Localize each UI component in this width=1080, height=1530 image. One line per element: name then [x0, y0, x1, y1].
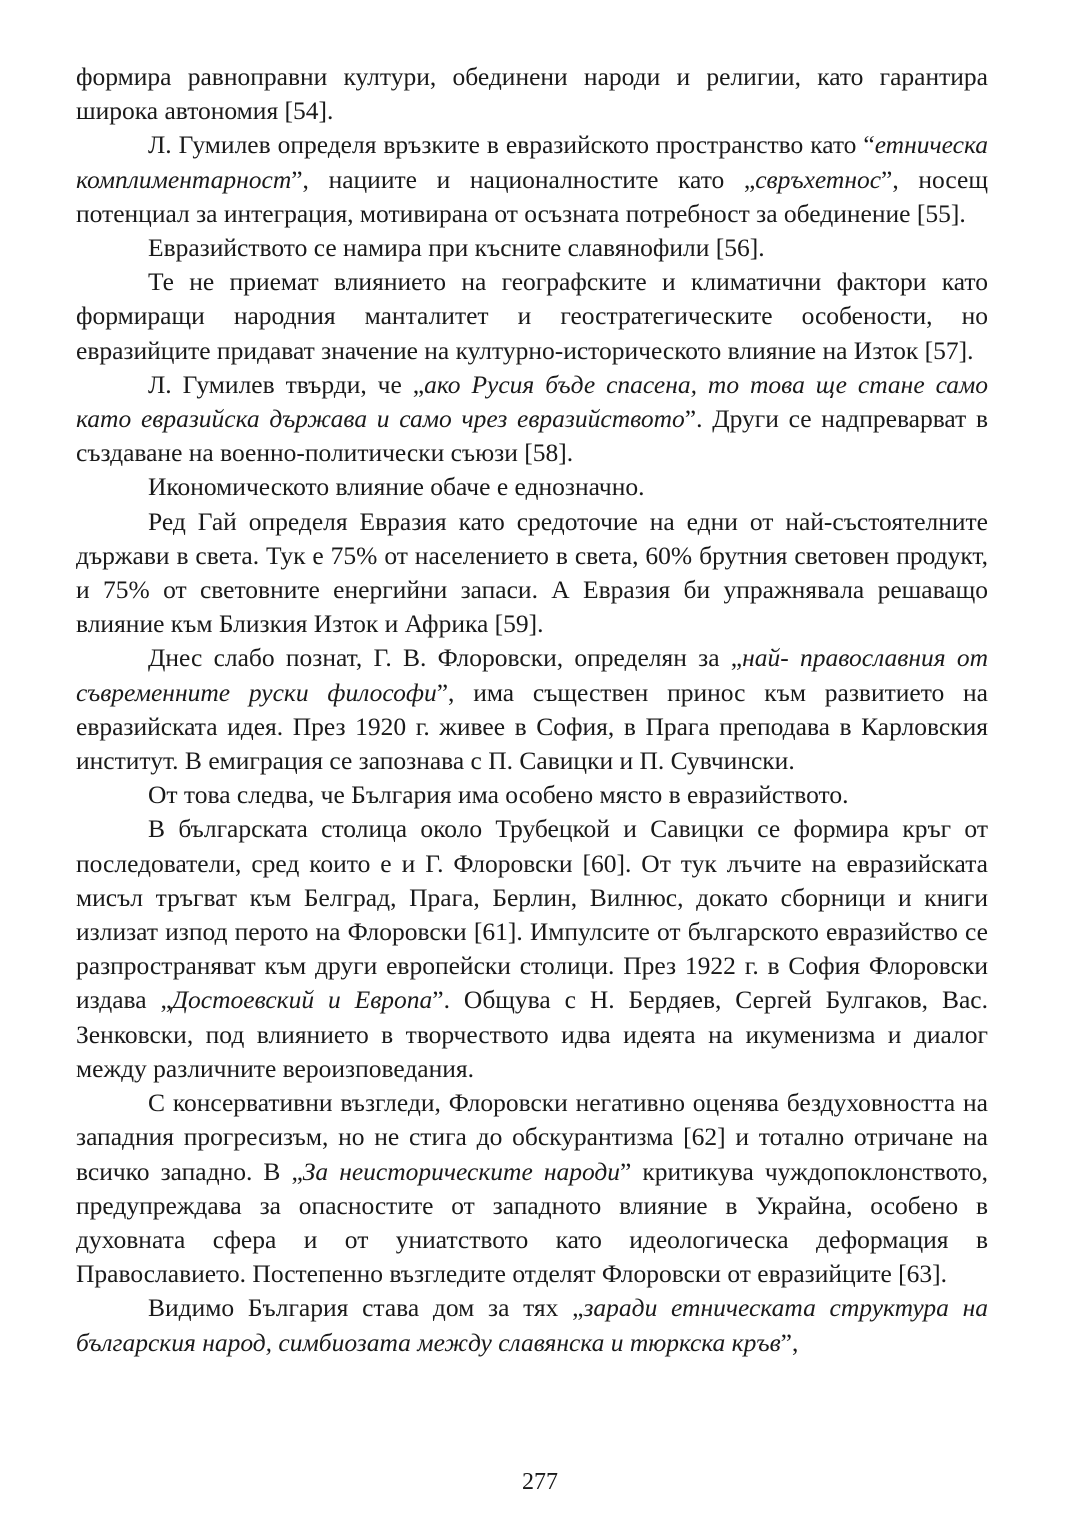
paragraph-5 [76, 368, 988, 471]
paragraph-1 [76, 60, 988, 128]
paragraph-9 [76, 778, 988, 812]
paragraph-text: Днес слабо познат, Г. В. Флоровски, определян за „ [148, 643, 743, 673]
italic-title: За неисторическите народи [302, 1156, 621, 1186]
paragraph-12 [76, 1291, 988, 1359]
paragraph-text: ”, [780, 1327, 799, 1357]
italic-term: свръхетнос [755, 164, 882, 194]
paragraph-text: Евразийството се намира при късните славянофили [56]. [148, 233, 765, 263]
page-number: 277 [522, 1469, 558, 1495]
paragraph-text: Те не приемат влиянието на географските и климатични фактори като формиращи народния манталитет и геостратегическите особености, но евразийците придават значение на културно-историческото влияние на Изток [57]. [76, 267, 988, 365]
paragraph-text: Видимо България става дом за тях „ [148, 1293, 584, 1323]
italic-quote: най- православния от съвременните руски философи [76, 643, 988, 707]
paragraph-text: С консервативни възгледи, Флоровски негативно оценява бездуховността на западния прогресизъм, но не стига до обскурантизма [62] и тотално отричане на всичко западно. В „ [76, 1088, 988, 1186]
paragraph-8 [76, 641, 988, 778]
paragraph-text: ”. Други се надпреварват в създаване на военно-политически съюзи [58]. [76, 404, 989, 468]
paragraph-text: ”, има съществен принос към развитието на евразийската идея. През 1920 г. живее в София, в Прага преподава в Карловския институт. В емиграция се запознава с П. Савицки и П. Сувчински. [76, 677, 988, 776]
italic-quote: заради етническата структура на българския народ, симбиозата между славянска и тюркска кръв [76, 1293, 988, 1357]
paragraph-text: формира равноправни култури, обединени народи и религии, като гарантира широка автономия [54]. [76, 62, 988, 126]
paragraph-text: ”. Общува с Н. Бердяев, Сергей Булгаков, Вас. Зенковски, под влиянието в творчеството идва идеята на икуменизма и диалог между различните вероизповедания. [76, 985, 988, 1083]
paragraph-text: ”, нациите и националностите като „ [291, 164, 756, 194]
paragraph-text: В българската столица около Трубецкой и Савицки се формира кръг от последователи, сред които е и Г. Флоровски [60]. От тук лъчите на евразийската мисъл тръгват към Белград, Прага, Берлин, Вилнюс, докато сборници и книги излизат изпод перото на Флоровски [61]. Импулсите от българското евразийство се разпространяват към други европейски столици. През 1922 г. в София Флоровски издава „ [76, 814, 988, 1015]
italic-quote: ако Русия бъде спасена, то това ще стане само като евразийска държава и само чрез евразийството [76, 369, 989, 434]
paragraph-10 [76, 812, 988, 1086]
paragraph-2 [76, 128, 988, 231]
paragraph-text: Л. Гумилев твърди, че „ [148, 369, 425, 399]
paragraph-text: Л. Гумилев определя връзките в евразийското пространство като “ [148, 130, 875, 160]
paragraph-4 [76, 265, 988, 368]
paragraph-6 [76, 470, 988, 504]
paragraph-11 [76, 1086, 988, 1291]
paragraph-text: Икономическото влияние обаче е еднозначно. [148, 472, 645, 502]
paragraph-text: Ред Гай определя Евразия като средоточие на едни от най-състоятелните държави в света. Тук е 75% от населението в света, 60% брутния световен продукт, и 75% от световните енергийни запаси. А Евразия би упражнявала решаващо влияние към Близкия Изток и Африка [59]. [76, 506, 988, 639]
document-body [76, 60, 988, 1360]
paragraph-7 [76, 505, 988, 642]
paragraph-text: От това следва, че България има особено място в евразийството. [148, 780, 849, 810]
italic-term: етническа комплиментарност [76, 130, 988, 194]
paragraph-3 [76, 231, 988, 265]
paragraph-text: ”, носещ потенциал за интеграция, мотивирана от осъзната потребност за обединение [55]. [76, 164, 989, 228]
italic-title: Достоевский и Европа [171, 985, 433, 1015]
paragraph-text: ” критикува чуждопоклонството, предупреждава за опасностите от западното влияние в Украйна, особено в духовната сфера и от униатството като идеологическа деформация в Православието. Постепенно възгледите отделят Флоровски от евразийците [63]. [76, 1156, 989, 1289]
